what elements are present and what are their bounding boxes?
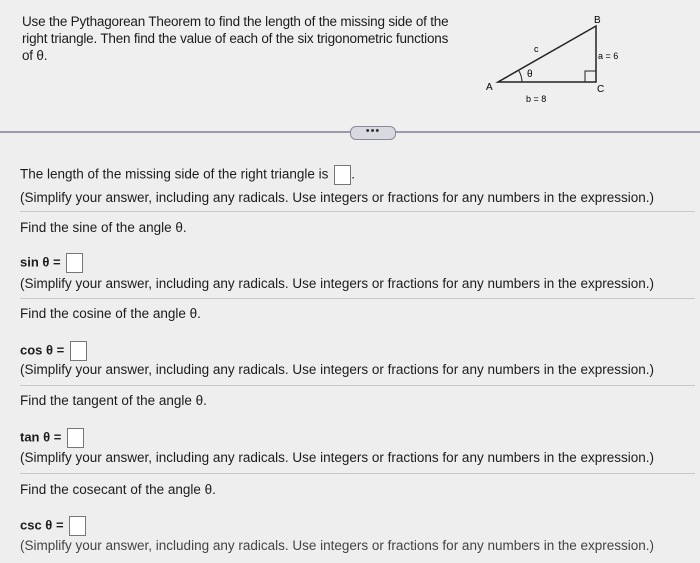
q4-prompt: Find the tangent of the angle θ. xyxy=(20,393,207,408)
divider xyxy=(20,385,695,386)
cos-label: cos θ = xyxy=(20,342,65,358)
problem-header xyxy=(0,0,700,132)
q5-row xyxy=(20,516,86,536)
q2-note: (Simplify your answer, including any radicals. Use integers or fractions for any numbers in the expression.) xyxy=(20,276,655,291)
side-b-label: b = 8 xyxy=(526,94,547,104)
q4-note: (Simplify your answer, including any radicals. Use integers or fractions for any numbers in the expression.) xyxy=(20,450,655,465)
problem-statement xyxy=(22,13,492,64)
missing-side-answer-input[interactable] xyxy=(334,165,351,185)
angle-arc xyxy=(519,71,522,82)
q3-prompt: Find the cosine of the angle θ. xyxy=(20,306,201,321)
side-c-label: c xyxy=(534,44,539,54)
divider xyxy=(20,473,695,474)
tan-answer-input[interactable] xyxy=(67,428,84,448)
q1-row: The length of the missing side of the right triangle is . xyxy=(20,165,355,185)
problem-line-3: of θ. xyxy=(22,48,48,63)
right-triangle-diagram xyxy=(470,10,690,110)
right-angle-marker xyxy=(585,71,596,82)
csc-answer-input[interactable] xyxy=(69,516,86,536)
q3-note: (Simplify your answer, including any radicals. Use integers or fractions for any numbers in the expression.) xyxy=(20,362,655,377)
q4-row xyxy=(20,428,84,448)
q5-prompt: Find the cosecant of the angle θ. xyxy=(20,482,216,497)
q3-row xyxy=(20,341,87,361)
q2-row xyxy=(20,253,83,273)
side-a-label: a = 6 xyxy=(598,51,619,61)
sin-label: sin θ = xyxy=(20,254,61,270)
more-options-button[interactable]: ••• xyxy=(350,126,396,140)
divider xyxy=(20,211,695,212)
cos-answer-input[interactable] xyxy=(70,341,87,361)
q1-note: (Simplify your answer, including any radicals. Use integers or fractions for any numbers in the expression.) xyxy=(20,190,655,205)
angle-theta-label: θ xyxy=(527,69,533,80)
q5-note: (Simplify your answer, including any radicals. Use integers or fractions for any numbers in the expression.) xyxy=(20,538,655,553)
vertex-c-label: C xyxy=(597,84,605,95)
divider xyxy=(20,298,695,299)
q1-prompt: The length of the missing side of the right triangle is xyxy=(20,166,329,182)
q2-prompt: Find the sine of the angle θ. xyxy=(20,220,187,235)
problem-line-1: Use the Pythagorean Theorem to find the length of the missing side of the xyxy=(22,14,449,29)
tan-label: tan θ = xyxy=(20,429,62,445)
sin-answer-input[interactable] xyxy=(66,253,83,273)
problem-line-2: right triangle. Then find the value of each of the six trigonometric functions xyxy=(22,31,449,46)
csc-label: csc θ = xyxy=(20,517,64,533)
vertex-a-label: A xyxy=(486,82,493,93)
triangle-shape xyxy=(498,26,596,82)
vertex-b-label: B xyxy=(594,15,601,26)
